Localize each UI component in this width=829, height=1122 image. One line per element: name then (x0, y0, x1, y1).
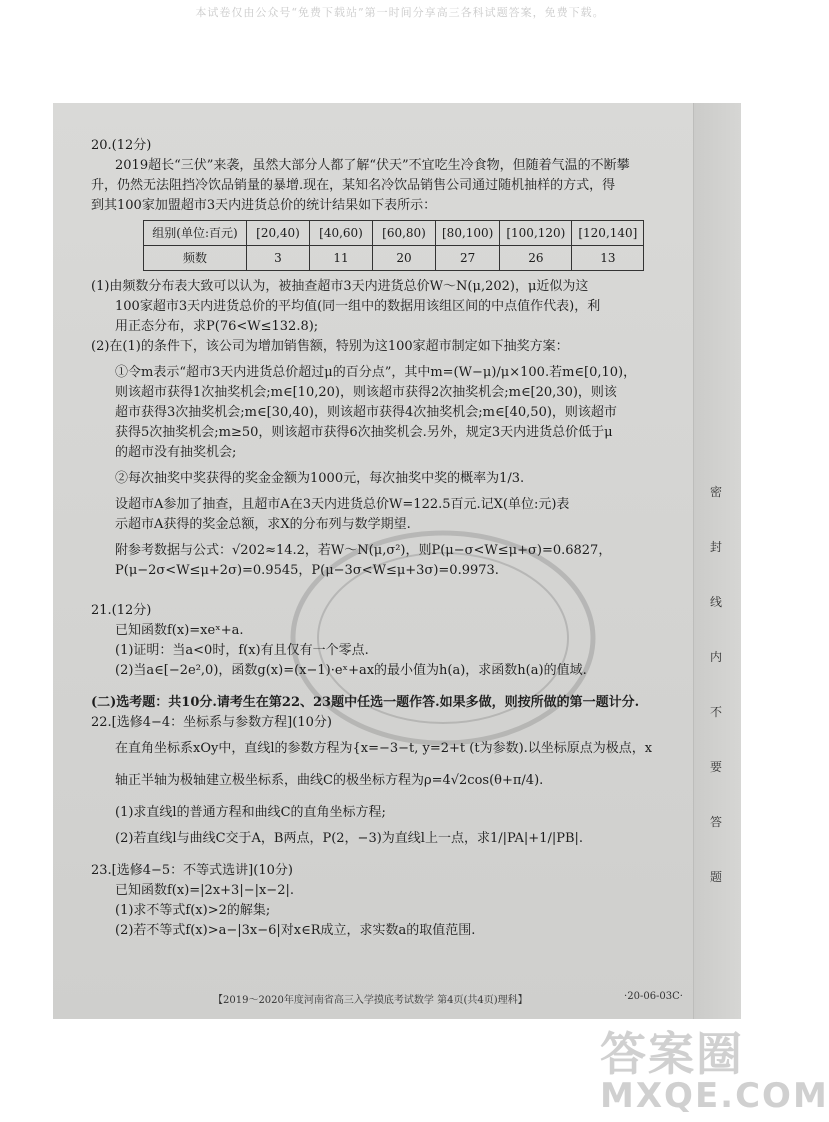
text-line: (2)当a∈[−2e²,0)，函数g(x)=(x−1)·eˣ+ax的最小值为h(a)，求函数h(a)的值域. (115, 663, 587, 678)
table-cell: 13 (572, 246, 644, 271)
table-cell: [40,60) (310, 221, 373, 246)
table-cell: 3 (247, 246, 310, 271)
exam-page (53, 103, 740, 1019)
table-header-cell: 组别(单位:百元) (144, 221, 247, 246)
top-watermark: 本试卷仅由公众号“免费下载站”第一时间分享高三各科试题答案，免费下载。 (195, 6, 605, 19)
text-line: 超市获得3次抽奖机会;m∈[30,40)，则该超市获得4次抽奖机会;m∈[40,50)，则该超市 (115, 405, 617, 420)
table-cell: [60,80) (373, 221, 436, 246)
frequency-table (143, 220, 644, 271)
text-line: 100家超市3天内进货总价的平均值(同一组中的数据用该组区间的中点值作代表)，利 (115, 299, 601, 314)
text-line: (1)求不等式f(x)>2的解集; (115, 903, 271, 918)
text-line: 到其100家加盟超市3天内进货总价的统计结果如下表所示： (91, 198, 437, 213)
text-line: 附参考数据与公式：√202≈14.2，若W～N(μ,σ²)，则P(μ−σ<W≤μ+σ)=0.6827， (115, 543, 612, 558)
text-line: 用正态分布，求P(76<W≤132.8); (115, 319, 319, 334)
text-line: 已知函数f(x)=xeˣ+a. (115, 623, 244, 638)
text-line: (2)若不等式f(x)>a−|3x−6|对x∈R成立，求实数a的取值范围. (115, 923, 476, 938)
exam-content (91, 136, 691, 941)
table-cell: [80,100) (436, 221, 500, 246)
text-line: 则该超市获得1次抽奖机会;m∈[10,20)，则该超市获得2次抽奖机会;m∈[20,30)，则该 (115, 385, 617, 400)
text-line: 获得5次抽奖机会;m≥50，则该超市获得6次抽奖机会.另外，规定3天内进货总价低于μ (115, 425, 613, 440)
table-cell: 11 (310, 246, 373, 271)
seal-char: 内 (709, 650, 722, 664)
table-row (144, 221, 644, 246)
question-head: 23.[选修4−5：不等式选讲](10分) (91, 863, 293, 878)
question-head: 21.(12分) (91, 603, 152, 618)
question-21 (91, 601, 691, 681)
seal-char: 封 (709, 540, 722, 554)
question-20 (91, 136, 691, 581)
text-line: 示超市A获得的奖金总额，求X的分布列与数学期望. (115, 517, 411, 532)
text-line: 已知函数f(x)=|2x+3|−|x−2|. (115, 883, 294, 898)
logo-text-en: MXQE.COM (600, 1076, 829, 1116)
question-head: 20.(12分) (91, 138, 152, 153)
seal-char: 密 (709, 485, 722, 499)
text-line: ①令m表示“超市3天内进货总价超过μ的百分点”，其中m=(W−μ)/μ×100.若m∈[0,10)， (115, 365, 637, 380)
table-cell: [120,140] (572, 221, 644, 246)
text-line: (1)由频数分布表大致可以认为，被抽查超市3天内进货总价W～N(μ,202)，μ近似为这 (91, 279, 589, 294)
table-cell: 20 (373, 246, 436, 271)
text-line: P(μ−2σ<W≤μ+2σ)=0.9545，P(μ−3σ<W≤μ+3σ)=0.9973. (115, 563, 499, 578)
exam-code: ·20-06-03C· (624, 991, 683, 1002)
table-cell: [100,120) (500, 221, 572, 246)
seal-char: 要 (709, 760, 722, 774)
table-cell: 27 (436, 246, 500, 271)
seal-char: 答 (709, 815, 722, 829)
text-line: ②每次抽奖中奖获得的奖金金额为1000元，每次抽奖中奖的概率为1/3. (115, 471, 525, 486)
question-22 (91, 713, 691, 849)
seal-char: 不 (709, 705, 722, 719)
table-cell: 26 (500, 246, 572, 271)
text-line: (2)若直线l与曲线C交于A，B两点，P(2，−3)为直线l上一点，求1/|PA|+1/|PB|. (115, 831, 584, 846)
question-head: 22.[选修4−4：坐标系与参数方程](10分) (91, 715, 332, 730)
page-footer (213, 991, 683, 1006)
elective-note: (二)选考题：共10分.请考生在第22、23题中任选一题作答.如果多做，则按所做的第一题计分. (91, 695, 640, 710)
side-seal-text (703, 483, 729, 885)
text-line: 的超市没有抽奖机会; (115, 445, 237, 460)
text-line: 轴正半轴为极轴建立极坐标系，曲线C的极坐标方程为ρ=4√2cos(θ+π/4). (115, 773, 544, 788)
text-line: (1)求直线l的普通方程和曲线C的直角坐标方程; (115, 805, 386, 820)
logo-text-cn: 答案圈 (600, 1027, 744, 1081)
text-line: 升，仍然无法阻挡冷饮品销量的暴增.现在，某知名冷饮品销售公司通过随机抽样的方式，得 (91, 178, 616, 193)
seal-char: 题 (709, 870, 722, 884)
table-header-cell: 频数 (144, 246, 247, 271)
text-line: (2)在(1)的条件下，该公司为增加销售额，特别为这100家超市制定如下抽奖方案： (91, 339, 569, 354)
text-line: 在直角坐标系xOy中，直线l的参数方程为{x=−3−t, y=2+t (t为参数).以坐标原点为极点，x (115, 741, 653, 756)
text-line: 设超市A参加了抽查，且超市A在3天内进货总价W=122.5百元.记X(单位:元)表 (115, 497, 570, 512)
table-cell: [20,40) (247, 221, 310, 246)
exam-info: 【2019～2020年度河南省高三入学摸底考试数学 第4页(共4页)理科】 (213, 995, 528, 1006)
table-row (144, 246, 644, 271)
text-line: (1)证明：当a<0时，f(x)有且仅有一个零点. (115, 643, 369, 658)
question-23 (91, 861, 691, 941)
seal-char: 线 (709, 595, 722, 609)
text-line: 2019超长“三伏”来袭，虽然大部分人都了解“伏天”不宜吃生冷食物，但随着气温的不断攀 (115, 158, 630, 173)
site-logo (600, 1027, 829, 1118)
